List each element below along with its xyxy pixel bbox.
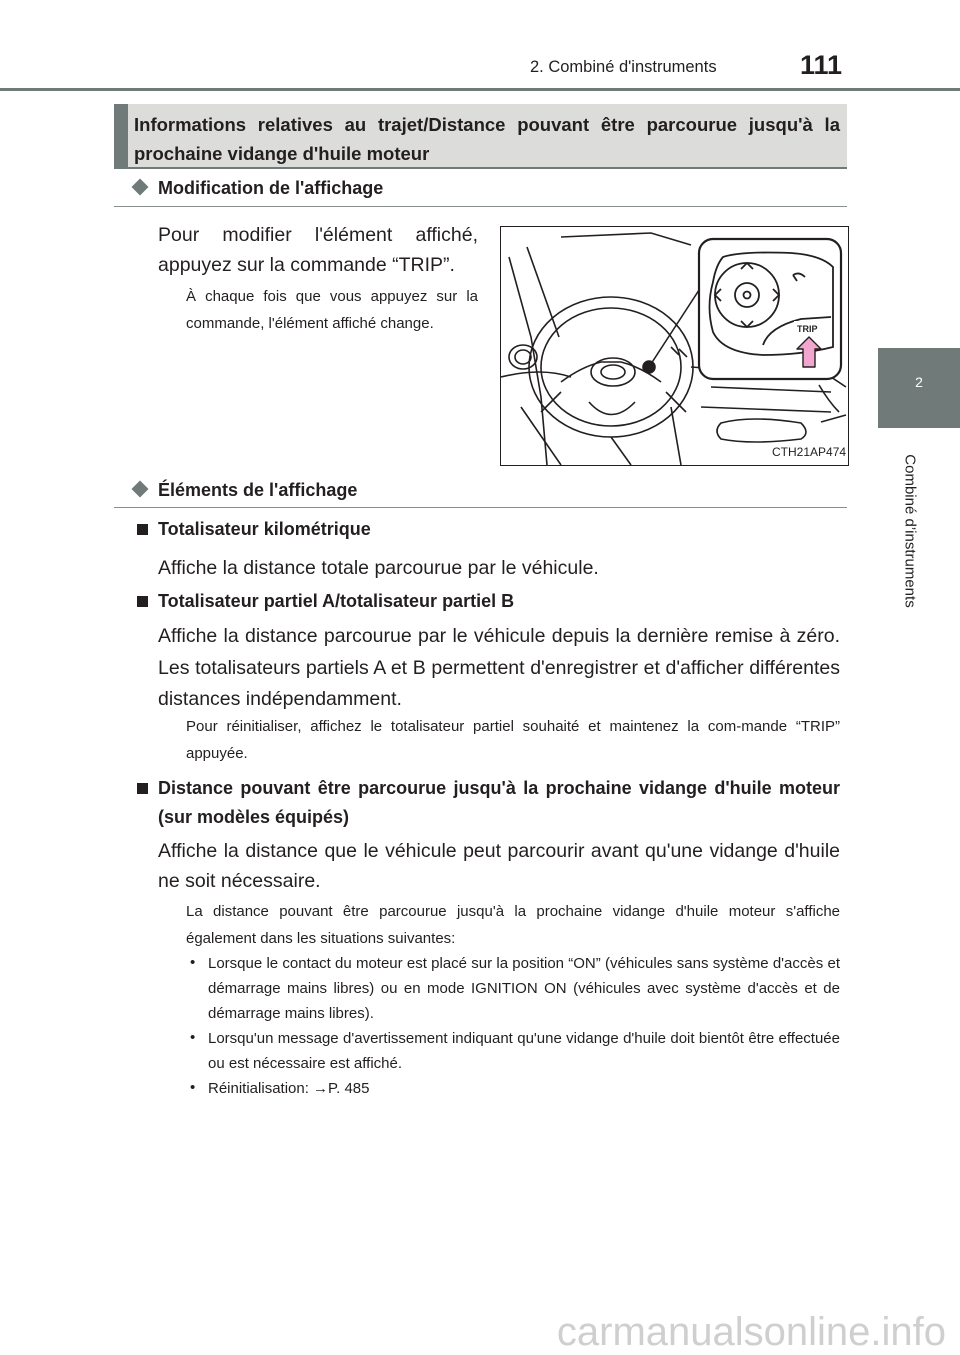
item-note-oil-change: La distance pouvant être parcourue jusqu'à la prochaine vidange d'huile moteur s'affiche également dans les situations suivantes: — [186, 903, 840, 947]
section-heading-display-items: Éléments de l'affichage — [158, 480, 358, 500]
trip-button-label: TRIP — [797, 324, 818, 334]
bullet-item: Lorsqu'un message d'avertissement indiquant qu'une vidange d'huile doit bientôt être effectuée ou est nécessaire est affiché. — [208, 1030, 840, 1072]
watermark: carmanualsonline.info — [556, 1310, 946, 1354]
item-body-trip-meter: Affiche la distance parcourue par le véhicule depuis la dernière remise à zéro. Les totalisateurs partiels A et B permettent d'enregistrer et d'afficher différentes distances indépendamment. — [158, 625, 840, 710]
instruction-text: Pour modifier l'élément affiché, appuyez sur la commande “TRIP”. — [158, 224, 478, 276]
square-bullet-icon — [137, 783, 148, 794]
steering-wheel-illustration — [500, 226, 849, 466]
diamond-icon — [132, 179, 149, 196]
figure-code: CTH21AP474 — [772, 445, 847, 459]
item-title-trip-meter: Totalisateur partiel A/totalisateur partiel B — [158, 591, 515, 611]
item-title-oil-change: Distance pouvant être parcourue jusqu'à la prochaine vidange d'huile moteur (sur modèles équipés) — [158, 778, 840, 827]
header-divider — [0, 88, 960, 91]
item-body-odometer: Affiche la distance totale parcourue par le véhicule. — [158, 557, 599, 579]
item-title-odometer: Totalisateur kilométrique — [158, 519, 371, 539]
item-note-trip-meter: Pour réinitialiser, affichez le totalisateur partiel souhaité et maintenez la com-mande “TRIP” appuyée. — [186, 718, 840, 762]
diamond-icon — [132, 481, 149, 498]
chapter-tab[interactable]: 2 — [878, 348, 960, 428]
section-heading-display-change: Modification de l'affichage — [158, 178, 384, 198]
square-bullet-icon — [137, 524, 148, 535]
item-body-oil-change: Affiche la distance que le véhicule peut parcourir avant qu'une vidange d'huile ne soit nécessaire. — [158, 840, 840, 892]
bullet-dot-icon: • — [190, 1029, 196, 1046]
section-divider — [114, 507, 847, 508]
instruction-note: À chaque fois que vous appuyez sur la commande, l'élément affiché change. — [186, 288, 478, 332]
page-number: 111 — [800, 50, 843, 80]
bullet-dot-icon: • — [190, 954, 196, 971]
chapter-title: 2. Combiné d'instruments — [530, 58, 717, 76]
banner-accent-bar — [114, 104, 128, 167]
bullet-item: Lorsque le contact du moteur est placé sur la position “ON” (véhicules sans système d'accès et démarrage mains libres) ou en mode IGNITION ON (véhicules avec système d'accès et de démarrage mains libres). — [208, 955, 840, 1022]
chapter-tab-label: Combiné d’instruments — [901, 453, 919, 608]
banner-title: Informations relatives au trajet/Distance pouvant être parcourue jusqu'à la prochaine vidange d'huile moteur — [134, 114, 840, 164]
section-divider — [114, 206, 847, 207]
square-bullet-icon — [137, 596, 148, 607]
bullet-dot-icon: • — [190, 1079, 196, 1096]
bullet-item-reset-link[interactable]: Réinitialisation: →P. 485 — [208, 1080, 370, 1097]
